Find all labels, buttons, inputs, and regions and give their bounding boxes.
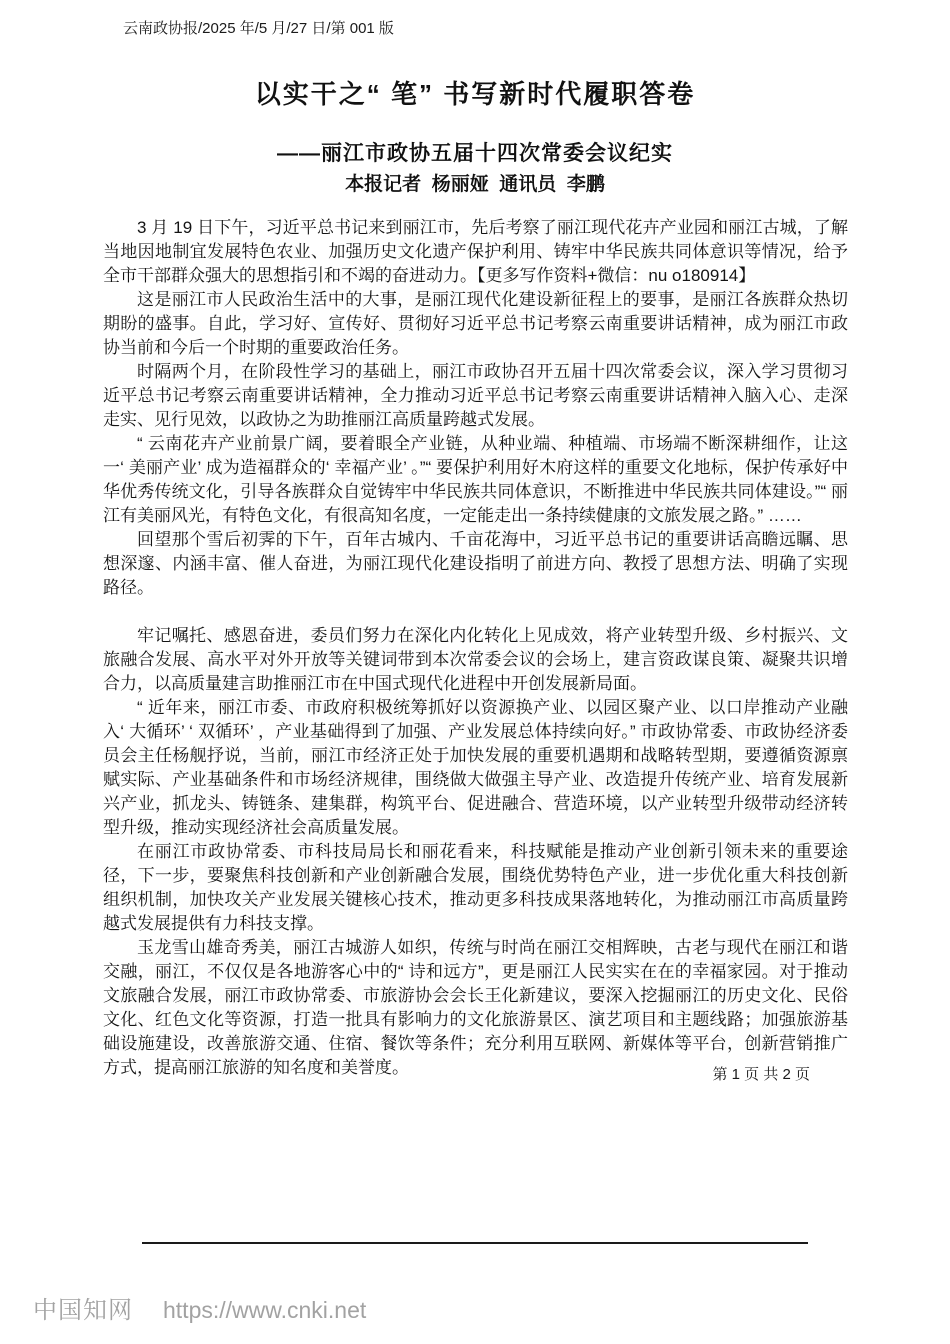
footer-divider bbox=[142, 1242, 808, 1244]
cnki-footer bbox=[33, 1290, 366, 1325]
page-number: 第 1 页 共 2 页 bbox=[712, 1066, 810, 1083]
newspaper-source-line: 云南政协报/2025 年/5 月/27 日/第 001 版 bbox=[123, 20, 394, 37]
article-paragraph: 3 月 19 日下午，习近平总书记来到丽江市，先后考察了丽江现代花卉产业园和丽江古城，了解当地因地制宜发展特色农业、加强历史文化遗产保护利用、铸牢中华民族共同体意识等情况，给予全市干部群众强大的思想指引和不竭的奋进动力。【更多写作资料+微信：nu o180914】 bbox=[103, 218, 848, 285]
article-paragraph: 回望那个雪后初霁的下午，百年古城内、千亩花海中，习近平总书记的重要讲话高瞻远瞩、思想深邃、内涵丰富、催人奋进，为丽江现代化建设指明了前进方向、教授了思想方法、明确了实现路径。 bbox=[103, 530, 848, 597]
article-paragraph: 牢记嘱托、感恩奋进，委员们努力在深化内化转化上见成效，将产业转型升级、乡村振兴、文旅融合发展、高水平对外开放等关键词带到本次常委会议的会场上，建言资政谋良策、凝聚共识增合力，以高质量建言助推丽江市在中国式现代化进程中开创发展新局面。 bbox=[103, 626, 848, 693]
article-paragraph: 时隔两个月，在阶段性学习的基础上，丽江市政协召开五届十四次常委会议，深入学习贯彻习近平总书记考察云南重要讲话精神，全力推动习近平总书记考察云南重要讲话精神入脑入心、走深走实、见行见效，以政协之为助推丽江高质量跨越式发展。 bbox=[103, 362, 848, 429]
cnki-logo: 中国知网 bbox=[33, 1297, 133, 1324]
article-paragraph: 玉龙雪山雄奇秀美，丽江古城游人如织，传统与时尚在丽江交相辉映，古老与现代在丽江和谐交融，丽江，不仅仅是各地游客心中的“ 诗和远方”，更是丽江人民实实在在的幸福家园。对于推动文旅融合发展，丽江市政协常委、市旅游协会会长王化新建议，要深入挖掘丽江的历史文化、民俗文化、红色文化等资源，打造一批具有影响力的文化旅游景区、演艺项目和主题线路；加强旅游基础设施建设，改善旅游交通、住宿、餐饮等条件；充分利用互联网、新媒体等平台，创新营销推广方式，提高丽江旅游的知名度和美誉度。 bbox=[103, 938, 848, 1077]
article-paragraph: “ 云南花卉产业前景广阔，要着眼全产业链，从种业端、种植端、市场端不断深耕细作，让这一‘ 美丽产业’ 成为造福群众的‘ 幸福产业’ 。”“ 要保护利用好木府这样的重要文化地标，保护传承好中华优秀传统文化，引导各族群众自觉铸牢中华民族共同体意识，不断推进中华民族共同体建设。”“ 丽江有美丽风光，有特色文化，有很高知名度，一定能走出一条持续健康的文旅发展之路。” …… bbox=[103, 434, 848, 525]
article-paragraph: 这是丽江市人民政治生活中的大事，是丽江现代化建设新征程上的要事，是丽江各族群众热切期盼的盛事。自此，学习好、宣传好、贯彻好习近平总书记考察云南重要讲话精神，成为丽江市政协当前和今后一个时期的重要政治任务。 bbox=[103, 290, 848, 357]
article-body bbox=[103, 216, 848, 1080]
article-byline: 本报记者 杨丽娅 通讯员 李鹏 bbox=[345, 174, 605, 195]
article-title: 以实干之“ 笔” 书写新时代履职答卷 bbox=[254, 79, 696, 110]
cnki-url-link[interactable]: https://www.cnki.net bbox=[163, 1297, 367, 1323]
article-subtitle: ——丽江市政协五届十四次常委会议纪实 bbox=[277, 142, 673, 166]
article-paragraph: “ 近年来，丽江市委、市政府积极统筹抓好以资源换产业、以园区聚产业、以口岸推动产业融入‘ 大循环’ ‘ 双循环’ ，产业基础得到了加强、产业发展总体持续向好。” 市政协常委、市政协经济委员会主任杨舰抒说，当前，丽江市经济正处于加快发展的重要机遇期和战略转型期，要遵循资源禀赋实际、产业基础条件和市场经济规律，围绕做大做强主导产业、改造提升传统产业、培育发展新兴产业，抓龙头、铸链条、建集群，构筑平台、促进融合、营造环境，以产业转型升级带动经济转型升级，推动实现经济社会高质量发展。 bbox=[103, 698, 848, 837]
article-paragraph: 在丽江市政协常委、市科技局局长和丽花看来，科技赋能是推动产业创新引领未来的重要途径，下一步，要聚焦科技创新和产业创新融合发展，围绕优势特色产业，进一步优化重大科技创新组织机制，加快攻关产业发展关键核心技术，推动更多科技成果落地转化，为推动丽江市高质量跨越式发展提供有力科技支撑。 bbox=[103, 842, 848, 933]
